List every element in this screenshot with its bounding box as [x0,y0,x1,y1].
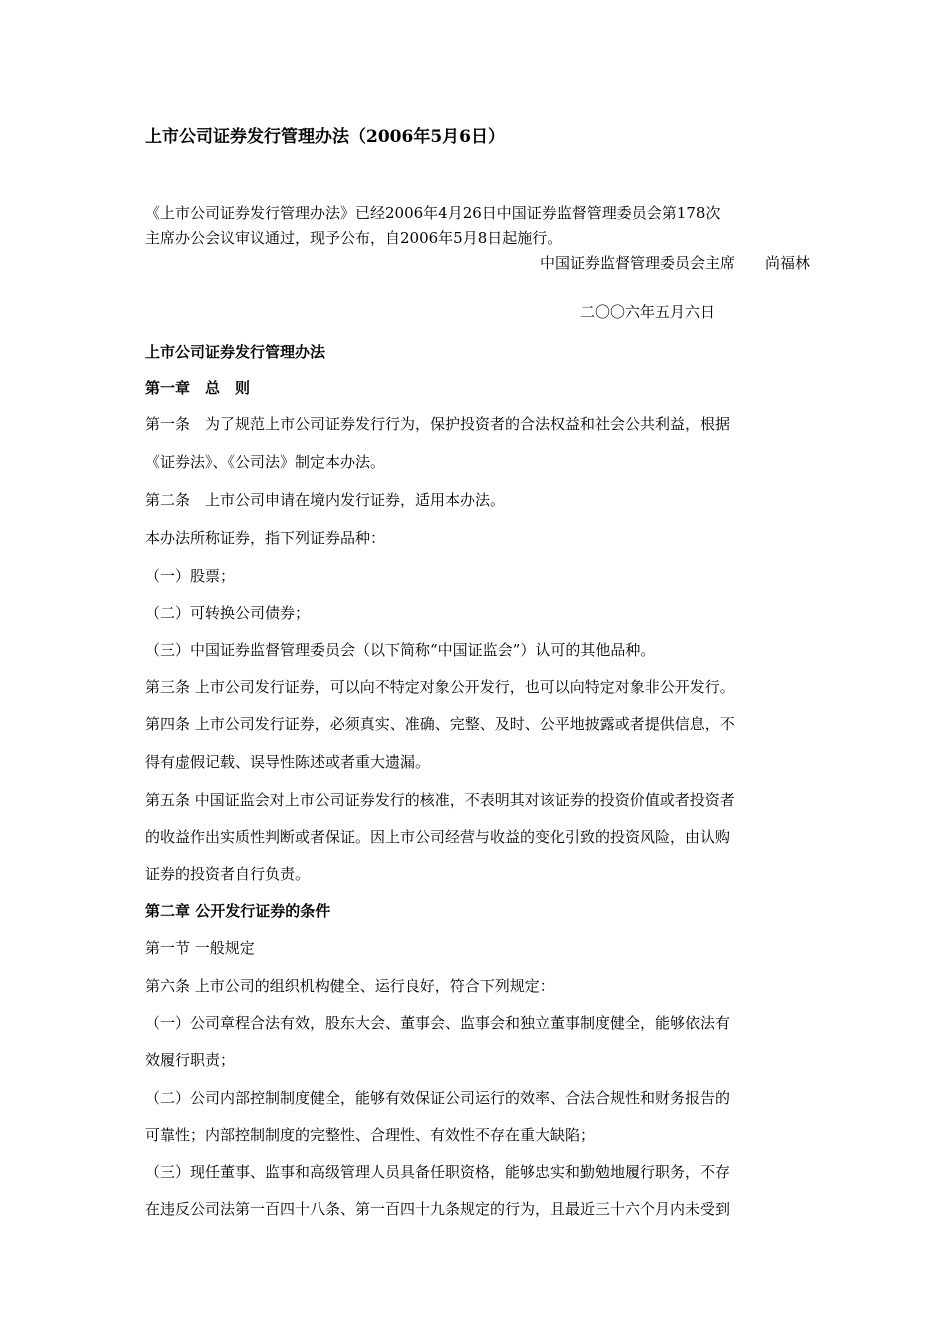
body-line: 可靠性；内部控制制度的完整性、合理性、有效性不存在重大缺陷； [145,1126,596,1144]
body-line: 在违反公司法第一百四十八条、第一百四十九条规定的行为，且最近三十六个月内未受到 [145,1200,731,1218]
body-line: 的收益作出实质性判断或者保证。因上市公司经营与收益的变化引致的投资风险，由认购 [145,828,731,846]
body-line: 效履行职责； [145,1051,236,1069]
body-line: 本办法所称证券，指下列证券品种： [145,529,386,547]
body-line: 《证券法》、《公司法》制定本办法。 [145,453,386,471]
chapter-heading: 第二章 公开发行证券的条件 [145,902,331,920]
body-line: 得有虚假记载、误导性陈述或者重大遗漏。 [145,753,431,771]
body-line: （三）现任董事、监事和高级管理人员具备任职资格，能够忠实和勤勉地履行职务，不存 [145,1163,731,1181]
body-line: （一）股票； [145,567,236,585]
body-line: 第一节 一般规定 [145,939,255,957]
body-line: （一）公司章程合法有效，股东大会、董事会、监事会和独立董事制度健全，能够依法有 [145,1014,731,1032]
body-line: 第二条 上市公司申请在境内发行证券，适用本办法。 [145,491,506,509]
preamble-line: 主席办公会议审议通过，现予公布，自2006年5月8日起施行。 [145,229,563,247]
body-line: 第三条 上市公司发行证券，可以向不特定对象公开发行，也可以向特定对象非公开发行。 [145,678,735,696]
body-line: （二）可转换公司债券； [145,604,311,622]
issue-date: 二〇〇六年五月六日 [580,303,716,321]
body-line: （三）中国证券监督管理委员会（以下简称“中国证监会”）认可的其他品种。 [145,641,656,659]
body-line: 第一条 为了规范上市公司证券发行行为，保护投资者的合法权益和社会公共利益，根据 [145,415,731,433]
law-title: 上市公司证券发行管理办法 [145,343,326,361]
body-line: （二）公司内部控制制度健全，能够有效保证公司运行的效率、合法合规性和财务报告的 [145,1089,731,1107]
body-line: 证券的投资者自行负责。 [145,865,311,883]
preamble-line: 《上市公司证券发行管理办法》已经2006年4月26日中国证券监督管理委员会第178次 [145,204,721,222]
document-title: 上市公司证券发行管理办法（2006年5月6日） [145,127,505,147]
body-line: 第六条 上市公司的组织机构健全、运行良好，符合下列规定： [145,977,555,995]
signatory: 中国证券监督管理委员会主席 尚福林 [539,254,810,272]
chapter-heading: 第一章 总 则 [145,379,251,397]
body-line: 第五条 中国证监会对上市公司证券发行的核准，不表明其对该证券的投资价值或者投资者 [145,791,735,809]
body-line: 第四条 上市公司发行证券，必须真实、准确、完整、及时、公平地披露或者提供信息，不 [145,715,735,733]
